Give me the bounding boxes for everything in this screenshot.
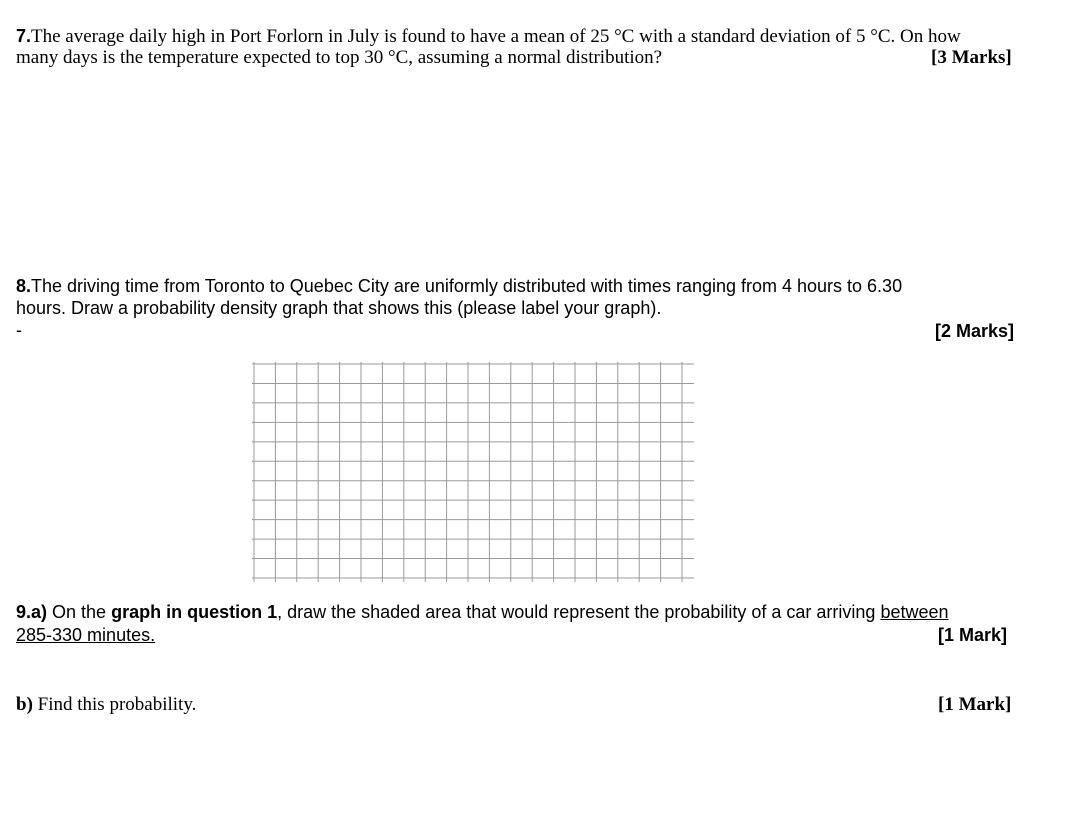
q9a-line-1	[16, 601, 949, 623]
q9b-marks: [1 Mark]	[938, 694, 1012, 715]
q7-number: 7.	[16, 26, 32, 46]
q8-marks: [2 Marks]	[935, 321, 1015, 341]
q9a-underlined-between: between	[880, 602, 949, 622]
q7-text-1: The average daily high in Port Forlorn in July is found to have a mean of 25 °C with a standard deviation of 5 °C. On how	[31, 26, 961, 47]
q9a-text-post: , draw the shaded area that would represent the probability of a car arriving	[277, 602, 881, 622]
q9b-number: b)	[16, 694, 33, 715]
q8-line-2	[16, 297, 661, 319]
q9a-bold-ref: graph in question 1	[111, 602, 278, 622]
q8-line-1	[16, 275, 902, 297]
q9a-underlined-range: 285-330 minutes.	[16, 625, 156, 645]
q7-line-2	[16, 47, 662, 69]
q9b-line	[16, 694, 196, 716]
q9a-marks: [1 Mark]	[938, 625, 1008, 645]
q8-number: 8.	[16, 276, 32, 296]
q9a-line-2	[16, 624, 155, 646]
q7-line-1	[16, 25, 961, 48]
q7-text-2: many days is the temperature expected to top 30 °C, assuming a normal distribution?	[16, 47, 663, 68]
q8-text-2: hours. Draw a probability density graph that shows this (please label your graph).	[16, 298, 662, 318]
q9a-text-pre: On the	[47, 602, 112, 622]
graph-grid	[252, 362, 694, 582]
q7-marks: [3 Marks]	[931, 47, 1012, 68]
q8-text-1: The driving time from Toronto to Quebec City are uniformly distributed with times ranging from 4 hours to 6.30	[31, 276, 903, 296]
q9a-number: 9.a)	[16, 602, 48, 622]
q8-dash: -	[16, 320, 22, 340]
q9b-text: Find this probability.	[32, 694, 197, 715]
